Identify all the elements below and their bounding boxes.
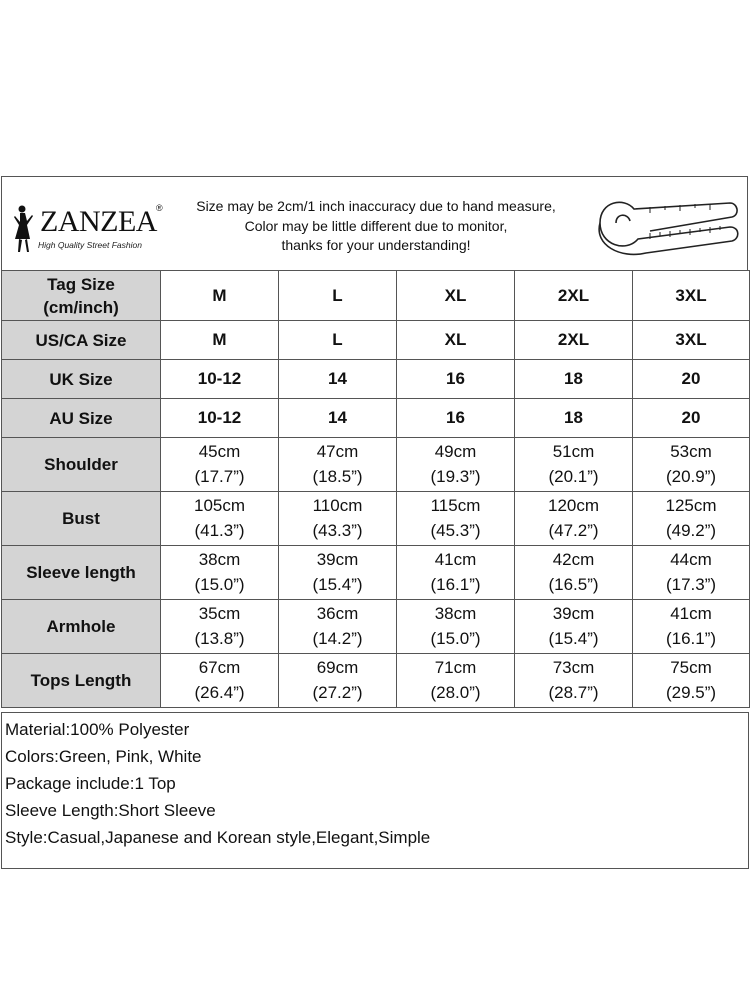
- size-table: [1, 270, 750, 708]
- inch-value: (27.2”): [312, 683, 363, 702]
- inch-value: (20.1”): [548, 467, 599, 486]
- detail-colors: Colors:Green, Pink, White: [5, 747, 202, 766]
- inch-value: (13.8”): [194, 629, 245, 648]
- cm-value: 49cm: [434, 442, 477, 461]
- table-cell: [633, 438, 750, 492]
- inch-value: (16.1”): [430, 575, 481, 594]
- size-chart: [0, 176, 750, 869]
- cm-value: 41cm: [670, 604, 712, 623]
- table-cell: 16: [397, 360, 515, 399]
- table-cell: 14: [279, 360, 397, 399]
- cm-value: 38cm: [198, 550, 241, 569]
- table-cell: 20: [633, 360, 750, 399]
- table-cell: 10-12: [161, 360, 279, 399]
- table-cell: [161, 600, 279, 654]
- table-cell: [633, 654, 750, 708]
- cm-value: 36cm: [316, 604, 359, 623]
- brand-logo: [10, 203, 170, 253]
- row-label-sleeve-length: Sleeve length: [2, 546, 161, 600]
- table-cell: 18: [515, 399, 633, 438]
- cm-value: 71cm: [434, 658, 477, 677]
- inch-value: (47.2”): [548, 521, 599, 540]
- inch-value: (28.7”): [548, 683, 599, 702]
- inch-value: (15.4”): [312, 575, 363, 594]
- inch-value: (17.3”): [665, 575, 717, 594]
- cm-value: 115cm: [430, 496, 481, 515]
- table-row-uk-size: [2, 360, 750, 399]
- registered-mark: ®: [156, 203, 163, 213]
- cm-value: 53cm: [670, 442, 712, 461]
- measurement-notice: [174, 197, 578, 256]
- table-cell: [515, 654, 633, 708]
- product-details: [1, 712, 749, 869]
- inch-value: (17.7”): [194, 467, 245, 486]
- cm-value: 73cm: [552, 658, 595, 677]
- cm-value: 75cm: [670, 658, 712, 677]
- table-cell: 18: [515, 360, 633, 399]
- row-label-shoulder: Shoulder: [2, 438, 161, 492]
- table-cell: L: [279, 271, 397, 321]
- table-cell: [161, 438, 279, 492]
- inch-value: (45.3”): [430, 521, 481, 540]
- measuring-tape-icon: [580, 183, 746, 269]
- notice-line-3: thanks for your understanding!: [281, 237, 471, 253]
- table-cell: [633, 546, 750, 600]
- inch-value: (15.0”): [430, 629, 481, 648]
- row-label-us-ca-size: US/CA Size: [2, 321, 161, 360]
- table-row-shoulder: [2, 438, 750, 492]
- table-row-sleeve-length: [2, 546, 750, 600]
- table-cell: [633, 600, 750, 654]
- cm-value: 39cm: [552, 604, 595, 623]
- table-cell: XL: [397, 321, 515, 360]
- table-cell: [161, 492, 279, 546]
- table-cell: 10-12: [161, 399, 279, 438]
- cm-value: 35cm: [198, 604, 241, 623]
- inch-value: (41.3”): [194, 521, 245, 540]
- inch-value: (14.2”): [312, 629, 363, 648]
- detail-sleeve-length: Sleeve Length:Short Sleeve: [5, 801, 216, 820]
- table-cell: 2XL: [515, 271, 633, 321]
- table-cell: 14: [279, 399, 397, 438]
- cm-value: 120cm: [547, 496, 600, 515]
- cm-value: 67cm: [198, 658, 241, 677]
- table-cell: XL: [397, 271, 515, 321]
- notice-line-2: Color may be little different due to monitor,: [244, 217, 508, 234]
- table-cell: [279, 654, 397, 708]
- cm-value: 42cm: [552, 550, 595, 569]
- row-label-tops-length: Tops Length: [2, 654, 161, 708]
- cm-value: 47cm: [316, 442, 359, 461]
- row-label-au-size: AU Size: [2, 399, 161, 438]
- table-row-tag-size: [2, 271, 750, 321]
- inch-value: (20.9”): [665, 467, 717, 486]
- table-cell: [515, 492, 633, 546]
- table-cell: [397, 492, 515, 546]
- table-cell: [161, 546, 279, 600]
- table-row-bust: [2, 492, 750, 546]
- table-cell: [397, 654, 515, 708]
- notice-line-1: Size may be 2cm/1 inch inaccuracy due to hand measure,: [196, 198, 556, 214]
- table-cell: 2XL: [515, 321, 633, 360]
- table-cell: 3XL: [633, 321, 750, 360]
- row-label-bust: Bust: [2, 492, 161, 546]
- brand-tagline: High Quality Street Fashion: [38, 240, 142, 250]
- table-cell: [397, 546, 515, 600]
- cm-value: 110cm: [312, 496, 363, 515]
- table-cell: [397, 600, 515, 654]
- inch-value: (29.5”): [665, 683, 717, 702]
- cm-value: 51cm: [552, 442, 595, 461]
- inch-value: (43.3”): [312, 521, 363, 540]
- cm-value: 105cm: [193, 496, 246, 515]
- inch-value: (49.2”): [665, 521, 717, 540]
- table-row-tops-length: [2, 654, 750, 708]
- table-row-us-ca-size: [2, 321, 750, 360]
- table-cell: 20: [633, 399, 750, 438]
- table-cell: [161, 654, 279, 708]
- table-cell: [279, 600, 397, 654]
- table-cell: [279, 438, 397, 492]
- fashion-model-silhouette-icon: [10, 203, 38, 253]
- row-label-armhole: Armhole: [2, 600, 161, 654]
- table-cell: [397, 438, 515, 492]
- detail-material: Material:100% Polyester: [5, 720, 190, 739]
- detail-package: Package include:1 Top: [5, 774, 176, 793]
- table-cell: [515, 438, 633, 492]
- cm-value: 45cm: [198, 442, 241, 461]
- table-row-armhole: [2, 600, 750, 654]
- cm-value: 69cm: [316, 658, 359, 677]
- table-cell: [279, 546, 397, 600]
- inch-value: (16.5”): [548, 575, 599, 594]
- table-cell: M: [161, 321, 279, 360]
- row-label-uk-size: UK Size: [2, 360, 161, 399]
- cm-value: 39cm: [316, 550, 359, 569]
- inch-value: (26.4”): [194, 683, 245, 702]
- cm-value: 38cm: [434, 604, 477, 623]
- table-cell: [279, 492, 397, 546]
- cm-value: 125cm: [665, 496, 717, 515]
- table-cell: [515, 600, 633, 654]
- table-cell: L: [279, 321, 397, 360]
- inch-value: (18.5”): [312, 467, 363, 486]
- row-label-line-1: Tag Size: [47, 274, 115, 294]
- brand-name: ZANZEA: [40, 205, 157, 238]
- table-cell: [633, 492, 750, 546]
- detail-style: Style:Casual,Japanese and Korean style,Elegant,Simple: [5, 828, 431, 847]
- table-cell: [515, 546, 633, 600]
- table-cell: 16: [397, 399, 515, 438]
- inch-value: (28.0”): [430, 683, 481, 702]
- inch-value: (16.1”): [665, 629, 717, 648]
- table-cell: 3XL: [633, 271, 750, 321]
- row-label-line-2: (cm/inch): [43, 297, 119, 317]
- size-chart-header: [1, 176, 748, 270]
- cm-value: 41cm: [434, 550, 477, 569]
- inch-value: (19.3”): [430, 467, 481, 486]
- row-label-tag-size: [2, 271, 161, 321]
- table-row-au-size: [2, 399, 750, 438]
- table-cell: M: [161, 271, 279, 321]
- cm-value: 44cm: [670, 550, 712, 569]
- inch-value: (15.4”): [548, 629, 599, 648]
- inch-value: (15.0”): [194, 575, 245, 594]
